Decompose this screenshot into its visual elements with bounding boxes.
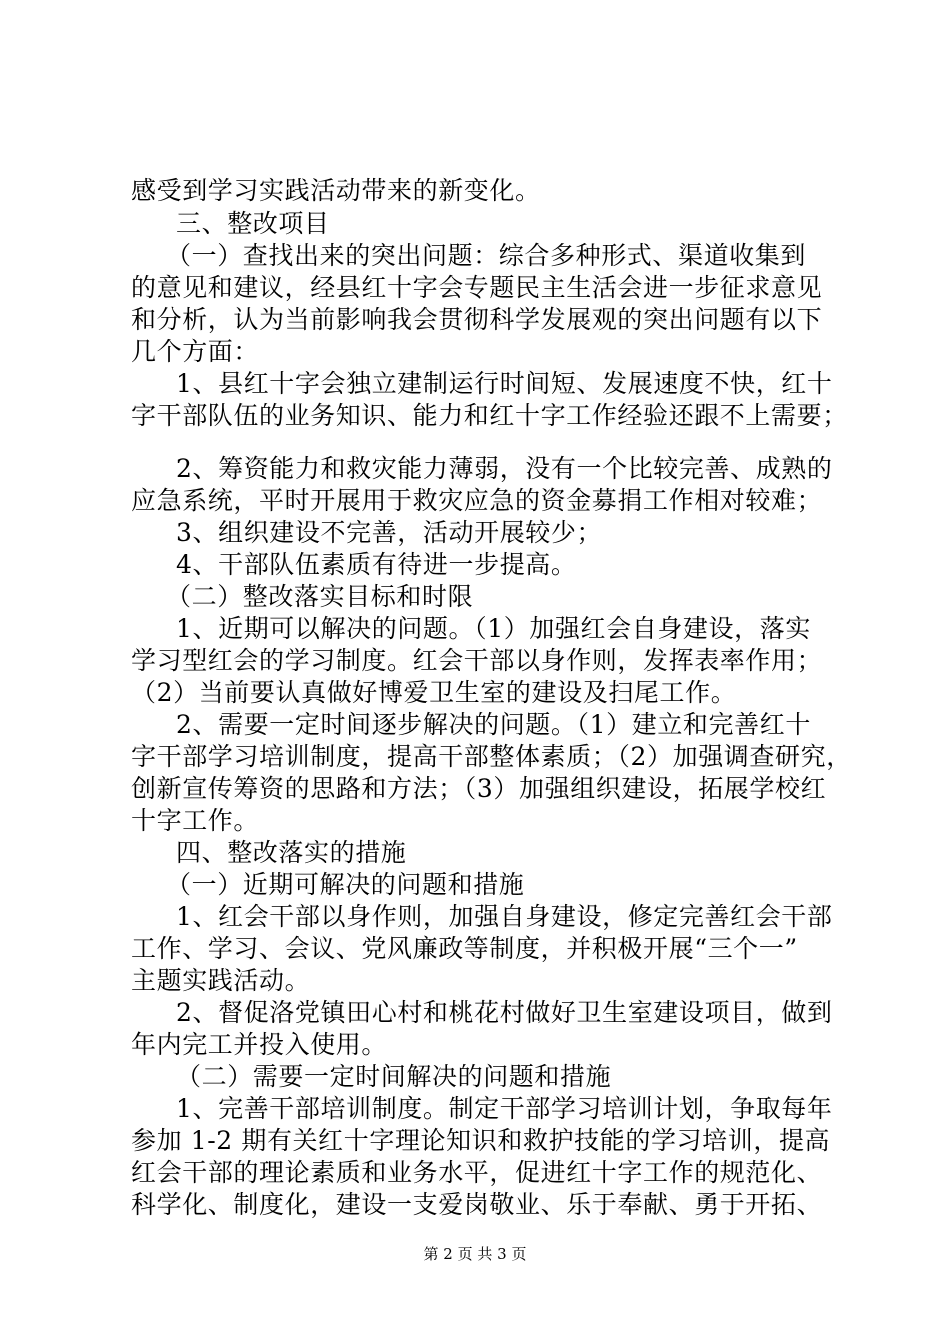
body-text-line: 和分析，认为当前影响我会贯彻科学发展观的突出问题有以下 — [131, 305, 823, 334]
body-text-line: 感受到学习实践活动带来的新变化。 — [131, 176, 541, 205]
list-item-line: 2、需要一定时间逐步解决的问题。（1）建立和完善红十 — [176, 710, 811, 739]
list-item-line: 3、组织建设不完善，活动开展较少； — [176, 518, 603, 547]
body-text-line: 红会干部的理论素质和业务水平，促进红十字工作的规范化、 — [131, 1158, 823, 1187]
list-item-line: 2、督促洛党镇田心村和桃花村做好卫生室建设项目，做到 — [176, 998, 833, 1027]
list-item-line: 1、完善干部培训制度。制定干部学习培训计划，争取每年 — [176, 1094, 833, 1123]
subsection-heading: （二）需要一定时间解决的问题和措施 — [176, 1062, 612, 1091]
body-text-line: 字干部学习培训制度，提高干部整体素质；（2）加强调查研究， — [131, 742, 852, 771]
section-heading: 四、整改落实的措施 — [176, 838, 407, 867]
list-item-line: 2、筹资能力和救灾能力薄弱，没有一个比较完善、成熟的 — [176, 454, 833, 483]
body-text-line: 十字工作。 — [131, 806, 260, 835]
body-text-line: 科学化、制度化，建设一支爱岗敬业、乐于奉献、勇于开拓、 — [131, 1190, 823, 1219]
subsection-heading-line: （一）查找出来的突出问题：综合多种形式、渠道收集到 — [166, 241, 807, 270]
subsection-heading: （二）整改落实目标和时限 — [166, 582, 474, 611]
page-footer: 第 2 页 共 3 页 — [423, 1245, 527, 1263]
body-text-line: 年内完工并投入使用。 — [131, 1030, 388, 1059]
body-text-line: 工作、学习、会议、党风廉政等制度，并积极开展“三个一” — [131, 934, 798, 963]
body-text-line: 学习型红会的学习制度。红会干部以身作则，发挥表率作用； — [131, 646, 823, 675]
list-item-line: 1、县红十字会独立建制运行时间短、发展速度不快，红十 — [176, 369, 833, 398]
list-item-line: 1、近期可以解决的问题。（1）加强红会自身建设，落实 — [176, 614, 811, 643]
body-text-line: 应急系统，平时开展用于救灾应急的资金募捐工作相对较难； — [131, 486, 823, 515]
body-text-line: 参加 1-2 期有关红十字理论知识和救护技能的学习培训，提高 — [131, 1126, 831, 1155]
body-text-line: 几个方面： — [131, 337, 260, 366]
body-text-line: 创新宣传筹资的思路和方法；（3）加强组织建设，拓展学校红 — [131, 774, 827, 803]
section-heading: 三、整改项目 — [176, 209, 330, 238]
list-item-line: 4、干部队伍素质有待进一步提高。 — [176, 550, 577, 579]
body-text-line: 主题实践活动。 — [131, 966, 311, 995]
body-text-line: 字干部队伍的业务知识、能力和红十字工作经验还跟不上需要； — [131, 401, 848, 430]
body-text-line: （2）当前要认真做好博爱卫生室的建设及扫尾工作。 — [131, 678, 737, 707]
list-item-line: 1、红会干部以身作则，加强自身建设，修定完善红会干部 — [176, 902, 833, 931]
body-text-line: 的意见和建议，经县红十字会专题民主生活会进一步征求意见 — [131, 273, 823, 302]
subsection-heading: （一）近期可解决的问题和措施 — [166, 870, 525, 899]
